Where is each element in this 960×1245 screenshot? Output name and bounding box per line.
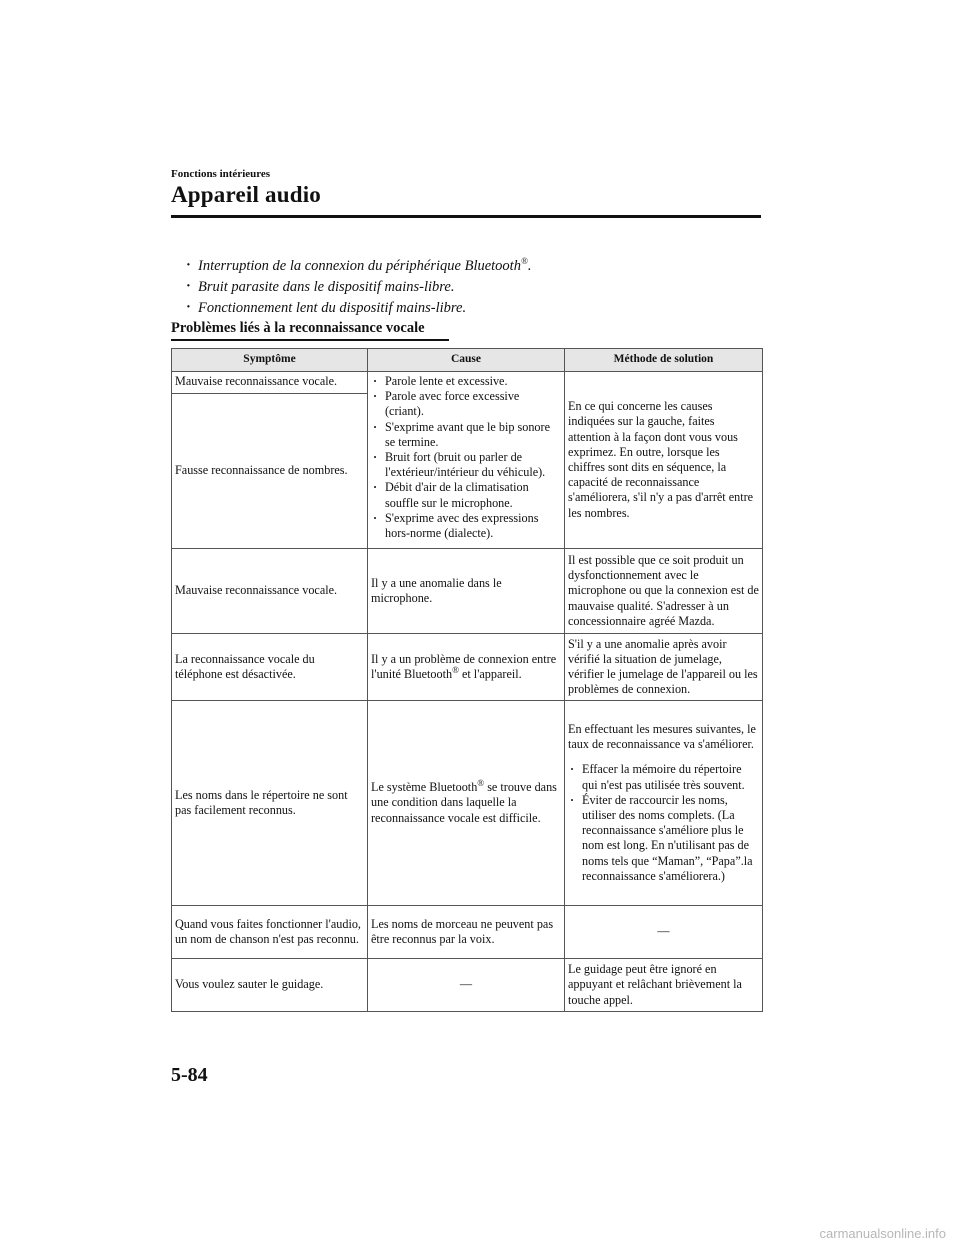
header-divider	[171, 215, 761, 218]
solution-cell	[565, 906, 763, 959]
solution-cell: En ce qui concerne les causes indiquées sur la gauche, faites attention à la façon dont vous vous exprimez. En outre, lorsque les chiffres sont dits en séquence, la capacité de reconnaissance s'améliorera, s'il n'y a pas d'arrêt entre les nombres.	[565, 372, 763, 549]
solution-cell: Le guidage peut être ignoré en appuyant et relâchant brièvement la touche appel.	[565, 959, 763, 1012]
symptom-cell: Vous voulez sauter le guidage.	[172, 959, 368, 1012]
table-row	[172, 906, 763, 959]
list-item: · Bruit parasite dans le dispositif mains-libre.	[186, 277, 531, 298]
symptom-cell: La reconnaissance vocale du téléphone est désactivée.	[172, 634, 368, 701]
subsection-underline	[171, 339, 449, 341]
no-cause-dash: —	[459, 977, 473, 992]
cause-cell: Il y a une anomalie dans le microphone.	[368, 549, 565, 634]
cause-cell	[368, 372, 565, 549]
list-item: · Éviter de raccourcir les noms, utiliser des noms complets. (La reconnaissance s'améliore plus le nom est long. En n'utilisant pas de noms tels que “Maman”, “Papa”.la reconnaissance s'améliorera.)	[568, 793, 759, 884]
column-header-solution: Méthode de solution	[565, 349, 763, 372]
table-row	[172, 372, 763, 394]
solution-cell: S'il y a une anomalie après avoir vérifié la situation de jumelage, vérifier le jumelage de l'appareil ou les problèmes de connexion.	[565, 634, 763, 701]
table-row	[172, 959, 763, 1012]
list-item: · Bruit fort (bruit ou parler de l'extérieur/intérieur du véhicule).	[371, 450, 561, 480]
watermark[interactable]: carmanualsonline.info	[819, 1226, 946, 1241]
symptom-cell: Les noms dans le répertoire ne sont pas facilement reconnus.	[172, 701, 368, 906]
table-row	[172, 549, 763, 634]
symptom-cell: Mauvaise reconnaissance vocale.	[172, 372, 368, 394]
table-row	[172, 701, 763, 906]
subsection-heading: Problèmes liés à la reconnaissance vocale	[171, 320, 425, 336]
list-item: · Parole avec force excessive (criant).	[371, 389, 561, 419]
cause-cell: Il y a un problème de connexion entre l'unité Bluetooth® et l'appareil.	[368, 634, 565, 701]
registered-mark: ®	[452, 664, 459, 675]
symptom-cell: Mauvaise reconnaissance vocale.	[172, 549, 368, 634]
list-item: · S'exprime avant que le bip sonore se termine.	[371, 420, 561, 450]
list-item: · Débit d'air de la climatisation souffle sur le microphone.	[371, 480, 561, 510]
page-number: 5-84	[171, 1064, 208, 1086]
cause-cell: Le système Bluetooth® se trouve dans une condition dans laquelle la reconnaissance vocale est difficile.	[368, 701, 565, 906]
page-title: Appareil audio	[171, 182, 321, 207]
list-item: · Effacer la mémoire du répertoire qui n'est pas utilisée très souvent.	[568, 762, 759, 792]
intro-bullet-list	[186, 256, 531, 319]
solution-cell: Il est possible que ce soit produit un dysfonctionnement avec le microphone ou que la connexion est de mauvaise qualité. S'adresser à un concessionnaire agréé Mazda.	[565, 549, 763, 634]
column-header-cause: Cause	[368, 349, 565, 372]
table-row	[172, 634, 763, 701]
solution-cell	[565, 701, 763, 906]
list-item: · Fonctionnement lent du dispositif mains-libre.	[186, 298, 531, 319]
solution-intro: En effectuant les mesures suivantes, le taux de reconnaissance va s'améliorer.	[568, 721, 756, 752]
troubleshooting-table	[171, 348, 763, 1012]
symptom-cell: Quand vous faites fonctionner l'audio, un nom de chanson n'est pas reconnu.	[172, 906, 368, 959]
no-solution-dash: —	[657, 924, 670, 939]
list-item: · Parole lente et excessive.	[371, 374, 561, 389]
cause-cell: Les noms de morceau ne peuvent pas être reconnus par la voix.	[368, 906, 565, 959]
registered-mark: ®	[477, 778, 485, 789]
symptom-cell: Fausse reconnaissance de nombres.	[172, 394, 368, 549]
table-header-row	[172, 349, 763, 372]
cause-cell	[368, 959, 565, 1012]
list-item: · Interruption de la connexion du périphérique Bluetooth®.	[186, 256, 531, 277]
cause-list	[371, 374, 561, 541]
solution-list	[568, 762, 759, 884]
registered-mark: ®	[520, 256, 528, 267]
list-item: · S'exprime avec des expressions hors-norme (dialecte).	[371, 511, 561, 541]
column-header-symptom: Symptôme	[172, 349, 368, 372]
section-label: Fonctions intérieures	[171, 168, 271, 180]
